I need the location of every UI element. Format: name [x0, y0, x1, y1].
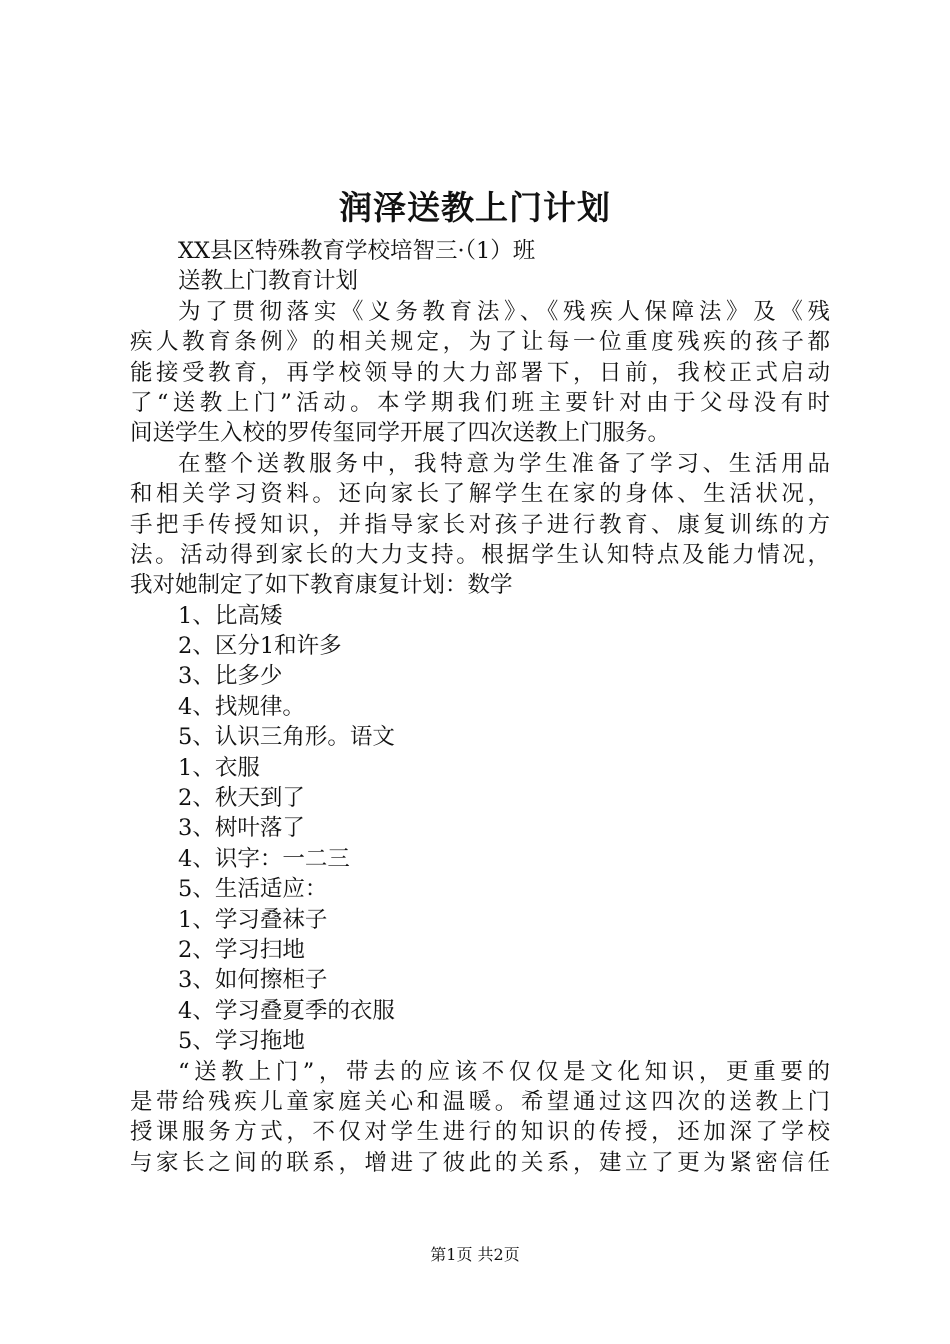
paragraph-2-line: 手把手传授知识，并指导家长对孩子进行教育、康复训练的方	[130, 511, 830, 538]
page-footer: 第1页 共2页	[430, 1245, 520, 1264]
list-item: 1、学习叠袜子	[178, 906, 328, 933]
paragraph-1-line: 为了贯彻落实《义务教育法》、《残疾人保障法》及《残	[178, 298, 830, 325]
list-item: 4、识字：一二三	[178, 845, 350, 872]
list-item: 5、认识三角形。语文	[178, 724, 395, 751]
list-item: 2、区分1和许多	[178, 633, 342, 660]
document-body	[130, 236, 830, 1178]
paragraph-3-line: 是带给残疾儿童家庭关心和温暖。希望通过这四次的送教上门	[130, 1088, 830, 1115]
list-item: 1、衣服	[178, 754, 260, 781]
list-item: 5、生活适应：	[178, 876, 328, 903]
list-item: 2、秋天到了	[178, 785, 305, 812]
header-line-plan-name: 送教上门教育计划	[178, 268, 359, 295]
header-line-school-class: XX县区特殊教育学校培智三·（1）班	[178, 238, 536, 264]
list-item: 4、学习叠夏季的衣服	[178, 997, 395, 1024]
list-item: 3、如何擦柜子	[178, 967, 328, 994]
list-item: 5、学习拖地	[178, 1028, 305, 1055]
paragraph-1-line: 疾人教育条例》的相关规定，为了让每一位重度残疾的孩子都	[130, 329, 830, 356]
list-item: 1、比高矮	[178, 602, 283, 629]
list-item: 3、比多少	[178, 663, 283, 690]
paragraph-3-line: “送教上门”，带去的应该不仅仅是文化知识，更重要的	[178, 1058, 830, 1085]
paragraph-3-line: 与家长之间的联系，增进了彼此的关系，建立了更为紧密信任	[130, 1149, 830, 1176]
document-title: 润泽送教上门计划	[339, 188, 611, 227]
paragraph-1-line: 了“送教上门”活动。本学期我们班主要针对由于父母没有时	[130, 389, 830, 416]
paragraph-1-line: 能接受教育，再学校领导的大力部署下，日前，我校正式启动	[130, 359, 830, 386]
paragraph-2-line: 和相关学习资料。还向家长了解学生在家的身体、生活状况，	[130, 481, 830, 508]
list-item: 3、树叶落了	[178, 815, 305, 842]
paragraph-3-line: 授课服务方式，不仅对学生进行的知识的传授，还加深了学校	[130, 1119, 830, 1146]
paragraph-2-line: 法。活动得到家长的大力支持。根据学生认知特点及能力情况，	[130, 541, 830, 568]
paragraph-1-line: 间送学生入校的罗传玺同学开展了四次送教上门服务。	[130, 420, 671, 447]
list-item: 4、找规律。	[178, 693, 305, 720]
paragraph-2-line: 在整个送教服务中，我特意为学生准备了学习、生活用品	[178, 450, 830, 477]
paragraph-2-line: 我对她制定了如下教育康复计划：数学	[130, 572, 513, 599]
list-item: 2、学习扫地	[178, 936, 305, 963]
